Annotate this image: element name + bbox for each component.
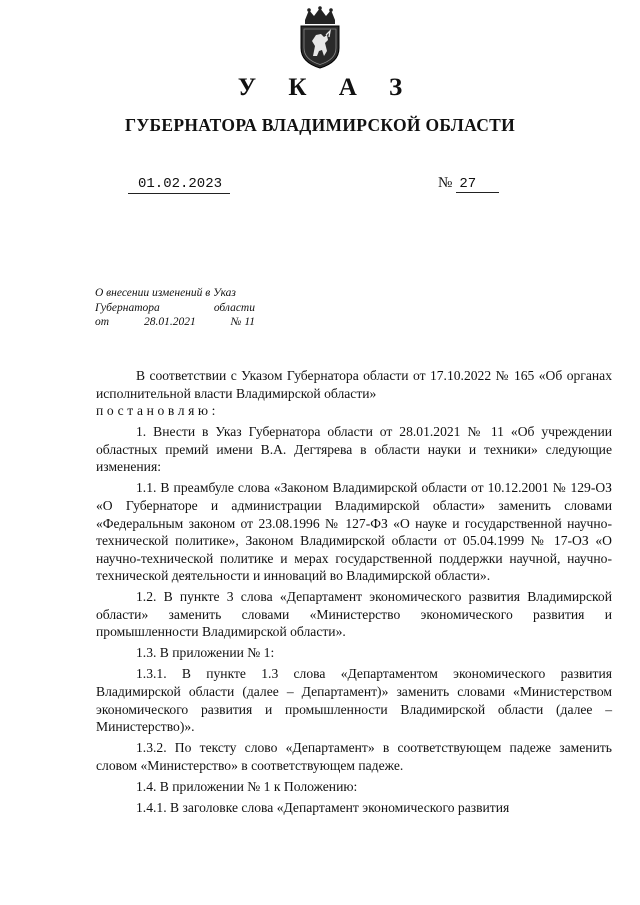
paragraph-1-1: 1.1. В преамбуле слова «Законом Владимирской области от 10.12.2001 № 129-ОЗ «О Губернаторе и администрации Владимирской области» заменить словами «Федеральным законом от 23.08.1996 № 127-ФЗ «О науке и государственной научно-технической политике», Законом Владимирской области от 05.04.1999 № 17-ОЗ «О научно-технической политике и мерах государственной поддержки научной, научно-технической деятельности и инноваций во Владимирской области».	[96, 480, 612, 584]
subject-line-2	[95, 301, 255, 316]
subject-text-2a: Губернатора	[95, 301, 160, 314]
intro-text: В соответствии с Указом Губернатора области от 17.10.2022 № 165 «Об органах исполнительной власти Владимирской области»	[96, 368, 612, 401]
paragraph-1-3-2: 1.3.2. По тексту слово «Департамент» в соответствующем падеже заменить словом «Министерство» в соответствующем падеже.	[96, 740, 612, 773]
decree-date: 01.02.2023	[128, 176, 230, 194]
subject-line-3	[95, 315, 255, 330]
paragraph-1: 1. Внести в Указ Губернатора области от 28.01.2021 № 11 «Об учреждении областных премий имени В.А. Дегтярева в области науки и техники» следующие изменения:	[96, 424, 612, 475]
paragraph-1-2: 1.2. В пункте 3 слова «Департамент экономического развития Владимирской области» заменить словами «Министерство экономического развития и промышленности Владимирской области».	[96, 589, 612, 640]
coat-of-arms-icon	[293, 6, 347, 70]
paragraph-1-4: 1.4. В приложении № 1 к Положению:	[136, 778, 358, 794]
decree-number-field	[438, 175, 499, 193]
subject-text-2b: области	[213, 301, 255, 314]
subject-text-1: О внесении изменений в Указ	[95, 287, 236, 299]
issuer-title: ГУБЕРНАТОРА ВЛАДИМИРСКОЙ ОБЛАСТИ	[124, 115, 516, 135]
document-type-title: У К А З	[237, 74, 416, 101]
decree-number: 27	[456, 176, 499, 193]
subject-text-3b: 28.01.2021	[143, 316, 196, 328]
paragraph-1-3-1: 1.3.1. В пункте 1.3 слова «Департаментом экономического развития Владимирской области (далее – Департамент)» заменить словами «Министерством экономического развития и промышленности Владимирской области (далее – Министерство)».	[96, 666, 612, 735]
subject-text-3a: от	[95, 316, 110, 328]
number-label: №	[438, 175, 453, 191]
decree-body	[96, 367, 612, 820]
paragraph-1-3: 1.3. В приложении № 1:	[136, 645, 275, 661]
paragraph-1-4-1: 1.4.1. В заголовке слова «Департамент экономического развития	[136, 799, 510, 815]
subject-text-3c: № 11	[230, 316, 255, 328]
subject-block	[95, 286, 255, 330]
subject-line-1	[95, 286, 255, 301]
intro-paragraph	[96, 367, 612, 420]
decree-word: постановляю:	[96, 403, 220, 419]
